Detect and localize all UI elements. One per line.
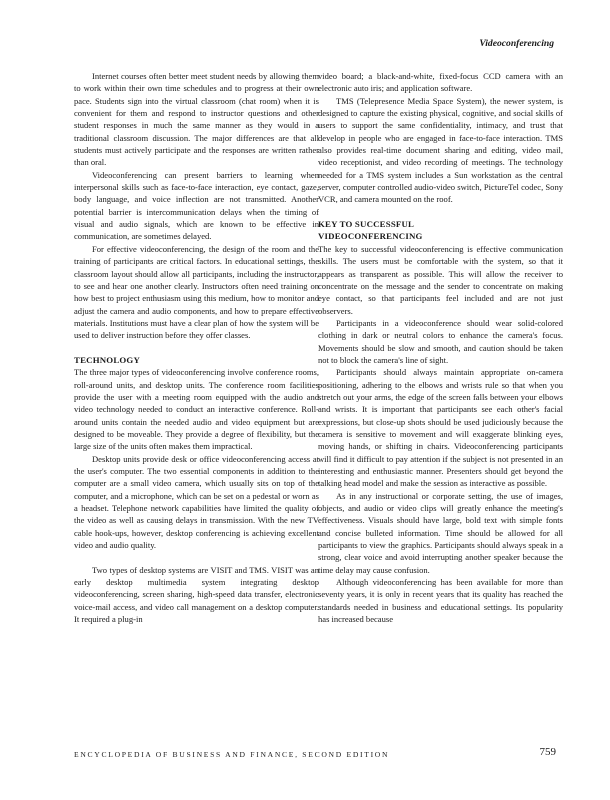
- spacer: [74, 342, 319, 354]
- paragraph: Internet courses often better meet student needs by allowing them to work within their own time schedules and to progress at their own pace. Students sign into the virtual classroom (chat room) when it is convenient for them and respond to instructor questions and other student responses in much the same manner as they would in a traditional classroom discussion. The major differences are that all students must actively participate and the responses are written rather than oral.: [74, 71, 319, 168]
- section-heading-line: KEY TO SUCCESSFUL: [318, 219, 415, 230]
- paragraph: Participants should always maintain appropriate on-camera positioning, adhering to the elbows and wrists rule so that when you stretch out your arms, the edge of the screen falls between your elbows and wrists. It is important that participants see each other's facial expressions, but close-up shots should be used judiciously because the camera is sensitive to movement and will exaggerate blinking eyes, moving hands, or shifting in chairs. Videoconferencing participants will find it difficult to pay attention if the subject is not presented in an interesting and enthusiastic manner. Presenters should get beyond the talking head model and make the session as interactive as possible.: [318, 367, 563, 489]
- left-column: [74, 70, 319, 625]
- paragraph: Two types of desktop systems are VISIT and TMS. VISIT was an early desktop multimedia system integrating desktop videoconferencing, screen sharing, high-speed data transfer, electronic voice-mail access, and video call management on a desktop computer. It required a plug-in: [74, 564, 319, 625]
- paragraph: The key to successful videoconferencing is effective communication skills. The users must be comfortable with the system, so that it appears as transparent as possible. This will allow the receiver to concentrate on the message and the sender to concentrate on making eye contact, so that participants feel included and are not just observers.: [318, 243, 563, 316]
- spacer: [318, 206, 563, 218]
- spacer: [74, 551, 319, 563]
- paragraph: The three major types of videoconferencing involve conference rooms, roll-around units, and desktop units. The conference room facilities provide the user with a meeting room equipped with the audio and video technology needed to conduct an interactive conference. Roll-around units contain the needed audio and video equipment but are designed to be moveable. They provide a degree of flexibility, but the large size of the units often makes them impractical.: [74, 367, 319, 452]
- footer-publication: ENCYCLOPEDIA OF BUSINESS AND FINANCE, SECOND EDITION: [74, 750, 390, 759]
- paragraph: For effective videoconferencing, the design of the room and the training of participants are critical factors. In educational settings, the classroom layout should allow all participants, including the instructor, to see and hear one another clearly. Instructors often need training on how best to project enthusiasm using this medium, how to monitor and adjust the camera and audio components, and how to prepare effective materials. Institutions must have a clear plan of how the system will be used to deliver instruction before they offer classes.: [74, 243, 319, 341]
- paragraph: Although videoconferencing has been available for more than seventy years, it is only in recent years that its quality has reached the standards needed in business and educational settings. Its popularity has increased because: [318, 577, 563, 625]
- right-column: [318, 70, 563, 625]
- paragraph: Participants in a videoconference should wear solid-colored clothing in dark or neutral colors to enhance the camera's focus. Movements should be slow and smooth, and caution should be taken not to block the camera's line of sight.: [318, 317, 563, 365]
- paragraph: As in any instructional or corporate setting, the use of images, objects, and audio or video clips will greatly enhance the meeting's effectiveness. Visuals should have large, bold text with simple fonts and concise bulleted information. Time should be allowed for all participants to view the graphics. Participants should always speak in a strong, clear voice and avoid interrupting another speaker because the time delay may cause confusion.: [318, 490, 563, 575]
- page-number: 759: [539, 746, 556, 758]
- running-title: Videoconferencing: [479, 38, 554, 49]
- paragraph: TMS (Telepresence Media Space System), the newer system, is designed to capture the existing physical, cognitive, and social skills of users to support the same confidentiality, intimacy, and trust that develop in people who are engaged in face-to-face interaction. TMS also provides real-time document sharing and editing, video mail, video receptionist, and video recording of meetings. The technology needed for a TMS system includes a Sun workstation as the central server, computer controlled audio-video switch, PictureTel codec, Sony VCR, and camera mounted on the roof.: [318, 95, 563, 205]
- paragraph: Videoconferencing can present barriers to learning when interpersonal skills such as face-to-face interaction, eye contact, gaze, body language, and voice inflection are not transmitted. Another potential barrier is intercommunication delays when the timing of visual and audio signals, which are known to be effective in communication, are sometimes delayed.: [74, 169, 319, 242]
- paragraph: Desktop units provide desk or office videoconferencing access at the user's computer. The two essential components in addition to the computer are a small video camera, which usually sits on top of the computer, and a microphone, which can be set on a pedestal or worn as a headset. Telephone network capabilities have limited the quality of the video as well as causing delays in transmission. With the new TV cable hook-ups, however, desktop conferencing is achieving excellent video and audio quality.: [74, 453, 319, 551]
- section-heading-technology: TECHNOLOGY: [74, 354, 141, 365]
- section-heading-line: VIDEOCONFERENCING: [318, 231, 423, 242]
- paragraph: video board; a black-and-white, fixed-focus CCD camera with an electronic auto iris; and application software.: [318, 71, 563, 94]
- section-heading-key: [318, 218, 563, 243]
